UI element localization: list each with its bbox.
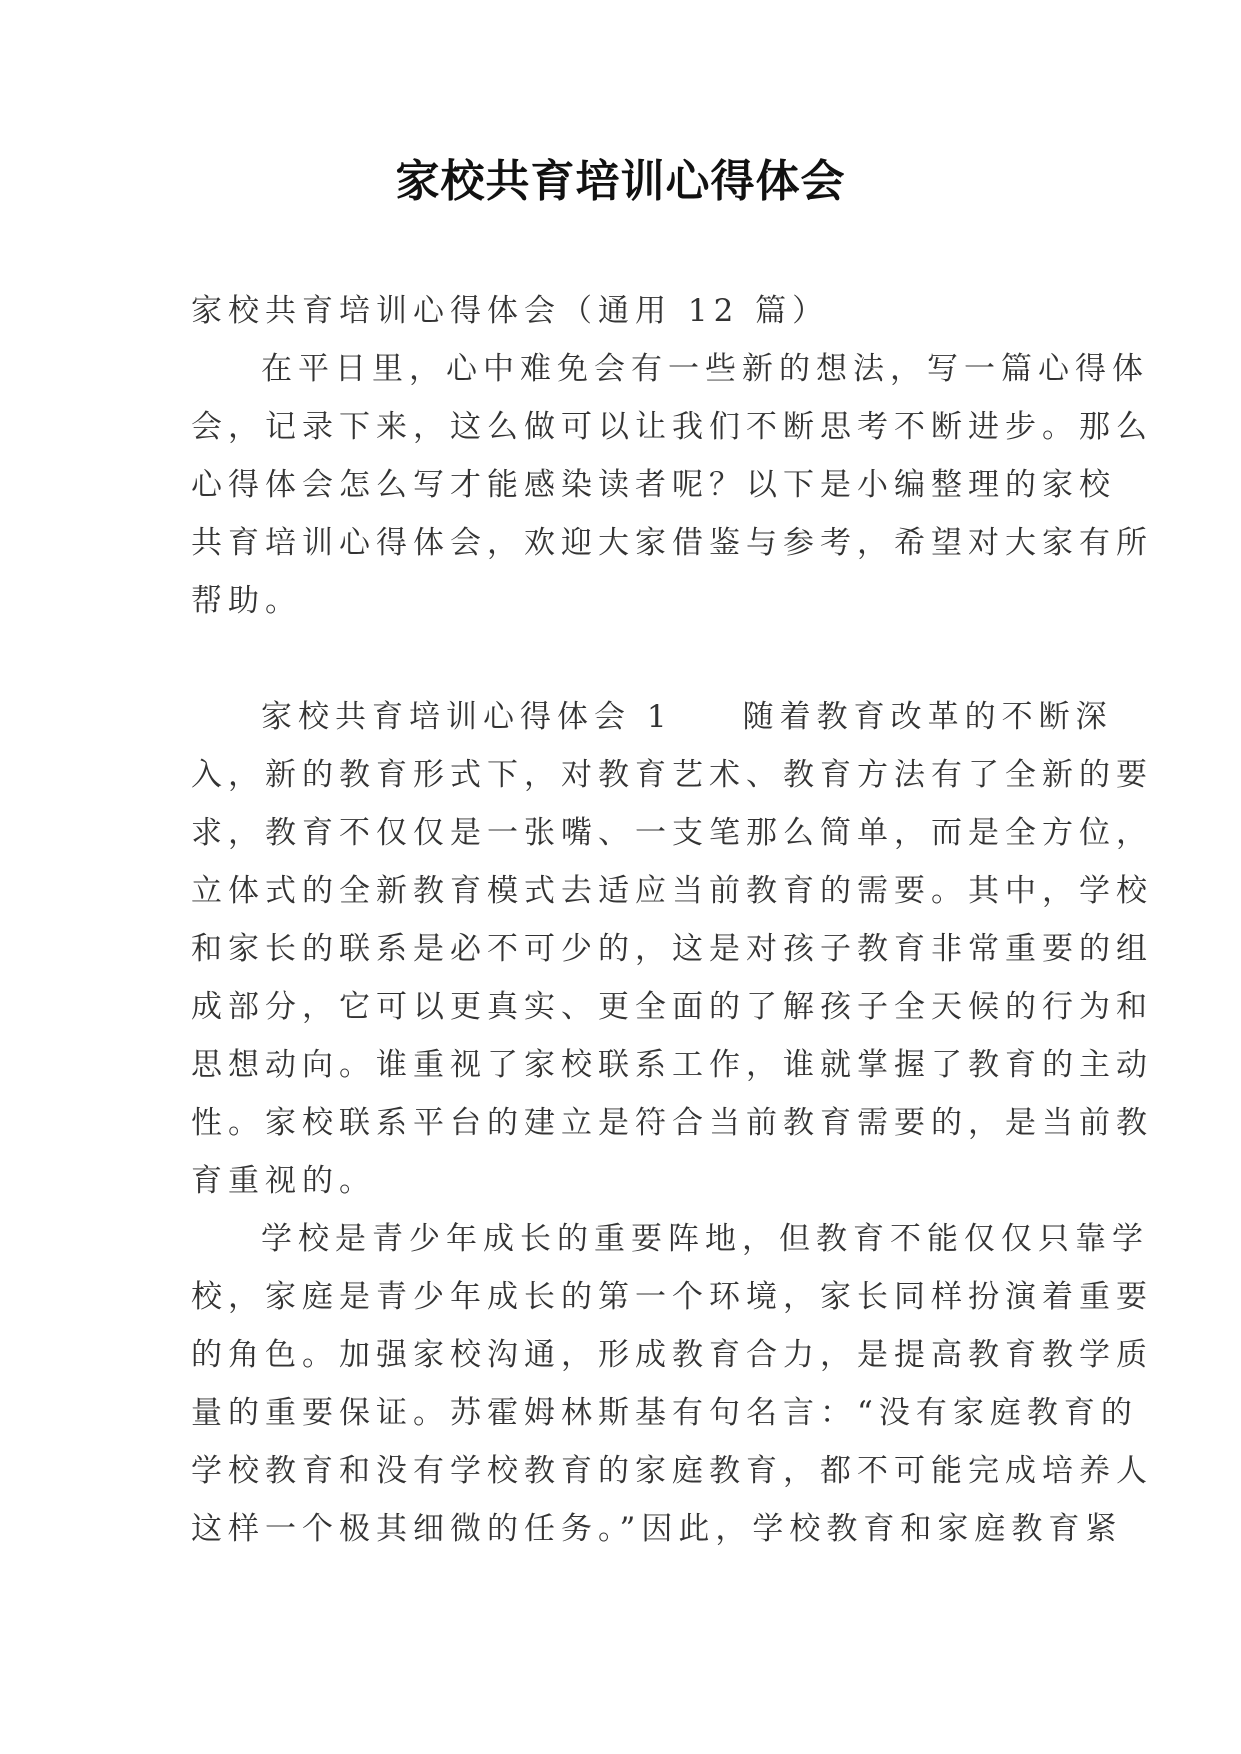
intro-line: 会，记录下来，这么做可以让我们不断思考不断进步。那么 bbox=[191, 409, 1153, 445]
paragraph-2 bbox=[191, 1210, 1153, 1558]
paragraph-line: 量的重要保证。苏霍姆林斯基有句名言：“没有家庭教育的 bbox=[191, 1395, 1138, 1431]
intro-line: 在平日里，心中难免会有一些新的想法，写一篇心得体 bbox=[261, 351, 1149, 387]
intro-paragraph bbox=[191, 340, 1153, 630]
document-subtitle: 家校共育培训心得体会（通用 12 篇） bbox=[191, 293, 830, 329]
intro-line: 帮助。 bbox=[191, 583, 302, 619]
paragraph-spacer bbox=[191, 630, 1053, 688]
paragraph-line: 的角色。加强家校沟通，形成教育合力，是提高教育教学质 bbox=[191, 1337, 1153, 1373]
section-line: 成部分，它可以更真实、更全面的了解孩子全天候的行为和 bbox=[191, 989, 1153, 1025]
section-line: 思想动向。谁重视了家校联系工作，谁就掌握了教育的主动 bbox=[191, 1047, 1153, 1083]
section-line: 求，教育不仅仅是一张嘴、一支笔那么简单，而是全方位， bbox=[191, 815, 1153, 851]
section-line: 育重视的。 bbox=[191, 1163, 376, 1199]
section-1-paragraph bbox=[191, 688, 1153, 1210]
document-body bbox=[191, 282, 1153, 1558]
section-heading: 家校共育培训心得体会 1 bbox=[261, 699, 673, 735]
paragraph-line: 这样一个极其细微的任务。”因此，学校教育和家庭教育紧 bbox=[191, 1511, 1123, 1547]
intro-line: 心得体会怎么写才能感染读者呢？以下是小编整理的家校 bbox=[191, 467, 1116, 503]
section-line: 性。家校联系平台的建立是符合当前教育需要的，是当前教 bbox=[191, 1105, 1153, 1141]
section-line: 入，新的教育形式下，对教育艺术、教育方法有了全新的要 bbox=[191, 757, 1153, 793]
intro-line: 共育培训心得体会，欢迎大家借鉴与参考，希望对大家有所 bbox=[191, 525, 1153, 561]
paragraph-line: 学校是青少年成长的重要阵地，但教育不能仅仅只靠学 bbox=[261, 1221, 1149, 1257]
section-line: 和家长的联系是必不可少的，这是对孩子教育非常重要的组 bbox=[191, 931, 1153, 967]
paragraph-line: 学校教育和没有学校教育的家庭教育，都不可能完成培养人 bbox=[191, 1453, 1153, 1489]
section-line: 立体式的全新教育模式去适应当前教育的需要。其中，学校 bbox=[191, 873, 1153, 909]
section-line: 随着教育改革的不断深 bbox=[742, 699, 1113, 735]
paragraph-line: 校，家庭是青少年成长的第一个环境，家长同样扮演着重要 bbox=[191, 1279, 1153, 1315]
document-title: 家校共育培训心得体会 bbox=[395, 156, 846, 207]
